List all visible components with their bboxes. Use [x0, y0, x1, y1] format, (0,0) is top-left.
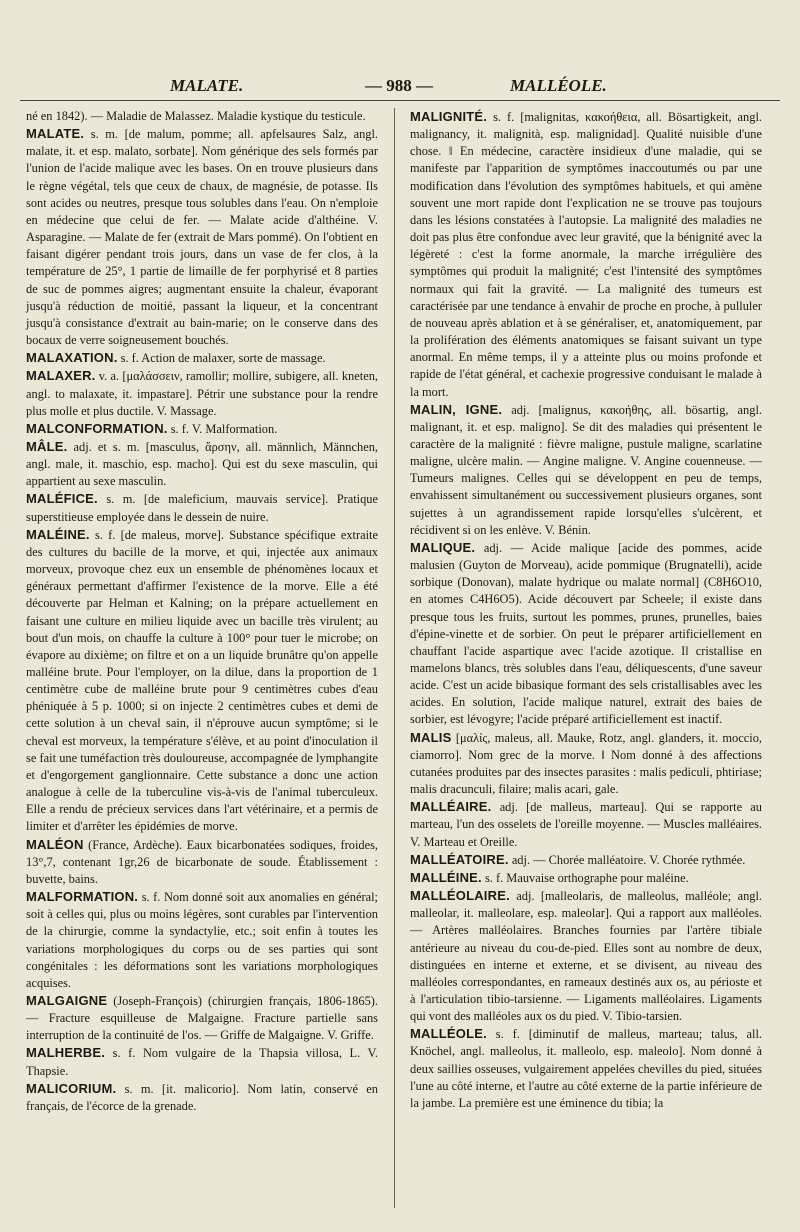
dictionary-entry [26, 420, 378, 438]
entry-definition: s. m. [de malum, pomme; all. apfelsaures Salz, angl. malate, it. et esp. malato, sorbate]. Nom générique des sels formés par l'union de l'acide malique avec les bases. On en trouve plusieurs dans le règne végétal, tels que ceux de chaux, de magnésie, de potasse. Ils sont acides ou neutres, presque tous solubles dans l'eau. On n'emploie en médecine que celui de fer. — Malate acide d'althéine. V. Asparagine. — Malate de fer (extrait de Mars pommé). On l'obtient en faisant digérer pendant trois jours, dans un vase de fer clos, à la température de 25°, 1 partie de limaille de fer porphyrisé et 8 parties de suc de pommes aigres; augmentant ensuite la chaleur, évaporant jusqu'à réduction de moitié, passant la liqueur, et la concentrant jusqu'à consistance d'extrait au bain-marie; on le conserve dans des bocaux de verre soigneusement bouchés. [26, 127, 378, 348]
entry-headword: MALÉINE. [26, 526, 90, 542]
entry-headword: MALATE. [26, 126, 85, 142]
dictionary-entry [410, 108, 762, 401]
entry-headword: MALIGNITÉ. [410, 109, 488, 124]
running-head-right: MALLÉOLE. [510, 76, 607, 95]
dictionary-entry [26, 125, 378, 349]
column-divider [394, 108, 395, 1208]
entry-headword: MALAXATION. [26, 350, 118, 366]
entry-definition: adj. [malignus, κακοήθης, all. bösartig, angl. malignant, it. et esp. maligno]. Se dit des maladies qui présentent le caractère de la malignité : fièvre maligne, pustule maligne, scarlatine maligne, ulcère malin. — Angine maligne. V. Angine couenneuse. — Tumeurs malignes. Celles qui se développent en peu de temps, envahissent simultanément ou successivement plusieurs organes, sont sujettes à un agrandissement rapide lorsqu'elles s'ulcèrent, et récidivent si on les enlève. V. Bénin. [410, 402, 762, 537]
entry-definition: adj. [de malleus, marteau]. Qui se rapporte au marteau, l'un des osselets de l'oreille moyenne. — Muscles malléaires. V. Marteau et Oreille. [410, 800, 762, 849]
dictionary-entry [26, 367, 378, 419]
header-rule [20, 100, 780, 101]
dictionary-entry [26, 1044, 378, 1079]
dictionary-entry [26, 438, 378, 490]
entry-headword: MALLÉINE. [410, 869, 482, 885]
dictionary-entry [410, 887, 762, 1025]
dictionary-entry [26, 836, 378, 888]
page-header [40, 76, 760, 102]
entry-headword: MALÉFICE. [26, 491, 98, 507]
right-column [410, 108, 762, 1112]
dictionary-entry [26, 1080, 378, 1115]
entry-definition: adj. — Acide malique [acide des pommes, acide malusien (Guyton de Morveau), acide pommique (Brugnatelli), acide sorbique (Donovan), malate hydrique ou malate normal] (C8H6O10, en atomes C4H6O5). Acide découvert par Scheele; il existe dans presque tous les fruits, surtout les pommes, prunes, prunelles, baies d'épine-vinette et de sorbier. On peut le préparer artificiellement en chauffant l'acide aspartique avec l'acide azotique. Il cristallise en mamelons blancs, très solubles dans l'eau, déliquescents, d'une saveur acide. C'est un acide bibasique formant des sels cristallisables avec les acides. En solution, l'acide malique naturel, extrait des baies de sorbier, est lévogyre; l'acide préparé artificiellement est inactif. [410, 540, 763, 727]
dictionary-entry [410, 729, 762, 799]
entry-headword: MALLÉOLE. [410, 1026, 487, 1042]
entry-definition: s. f. V. Malformation. [170, 421, 278, 436]
dictionary-entry [26, 526, 378, 836]
entry-definition: s. f. Action de malaxer, sorte de massage. [120, 351, 326, 366]
entry-definition: adj. — Chorée malléatoire. V. Chorée rythmée. [511, 852, 746, 867]
entry-definition: s. f. [malignitas, κακοήθεια, all. Bösartigkeit, angl. malignancy, it. malignità, esp. malignidad]. Qualité nuisible d'une chose. ‖ En médecine, caractère insidieux d'une maladie, qui se manifeste par l'apparition de symptômes inaccoutumés ou par une modification dans l'évolution des symptômes habituels, et qui amène souvent une mort rapide dont l'explication ne se trouve pas toujours dans les lésions constatées à l'autopsie. La malignité des maladies ne doit pas plus être confondue avec leur gravité, que la bénignité avec la légèreté : c'est la forme anormale, la marche irrégulière des symptômes qui produit la malignité; c'est l'intensité des symptômes normaux qui fait la gravité. — La malignité des tumeurs est caractérisée par une tendance à envahir de proche en proche, à pulluler de nouveau après ablation et à se généraliser, et, anatomiquement, par la prolifération des éléments anatomiques se faisant suivant un type anormal. En même temps, il y a atteinte plus ou moins profonde et rapide de l'état général, et cachexie progressive conduisant le malade à la mort. [410, 110, 762, 399]
dictionary-entry [26, 108, 378, 125]
dictionary-entry [26, 888, 378, 992]
entry-headword: MALGAIGNE [26, 992, 108, 1008]
entry-headword: MALLÉOLAIRE. [410, 888, 510, 904]
entry-definition: v. a. [μαλάσσειν, ramollir; mollire, subigere, all. kneten, angl. to malaxate, it. impastare]. Pétrir une substance pour la rendre plus molle et plus ductile. V. Massage. [26, 369, 378, 418]
entry-headword: MALFORMATION. [26, 889, 139, 905]
entry-headword: MALIQUE. [410, 539, 476, 555]
entry-definition: s. f. Nom donné soit aux anomalies en général; soit à celles qui, plus ou moins légères, sont curables par l'intervention de la chirurgie, comme la syndactylie, etc.; soit enfin à toutes les variations morphologiques du corps ou de ses parties qui sont congénitales : les déformations sont les variations morphologiques acquises. [26, 890, 378, 990]
dictionary-entry [26, 490, 378, 525]
dictionary-entry [410, 798, 762, 850]
entry-headword: MALIN, IGNE. [410, 401, 503, 417]
entry-definition: (Joseph-François) (chirurgien français, 1806-1865). — Fracture esquilleuse de Malgaigne. Fracture partielle sans interruption de la continuité de l'os. — Griffe de Malgaigne. V. Griffe. [26, 993, 378, 1043]
entry-headword: MALLÉAIRE. [410, 799, 492, 815]
entry-headword: MALIS [410, 729, 452, 745]
entry-headword: MÂLE. [26, 438, 68, 454]
entry-headword: MALÉON [26, 836, 84, 852]
entry-definition: s. m. [it. malicorio]. Nom latin, conservé en français, de l'écorce de la grenade. [26, 1081, 378, 1113]
dictionary-entry [410, 401, 762, 539]
entry-headword: MALAXER. [26, 368, 96, 384]
entry-definition: [μαλίς, maleus, all. Mauke, Rotz, angl. glanders, it. moccio, ciamorro]. Nom grec de la morve. ‖ Nom donné à des affections cutanées produites par des insectes parasites : malis pediculi, phtiriase; malis dracunculi, filaire; malis acari, gale. [410, 730, 762, 797]
entry-definition: (France, Ardèche). Eaux bicarbonatées sodiques, froides, 13°,7, contenant 1gr,26 de bicarbonate de soude. Établissement : buvette, bains. [26, 837, 379, 886]
entry-headword: MALICORIUM. [26, 1080, 117, 1096]
entry-definition: né en 1842). — Maladie de Malassez. Maladie kystique du testicule. [26, 109, 366, 123]
entry-headword: MALCONFORMATION. [26, 420, 168, 436]
dictionary-entry [410, 851, 762, 869]
dictionary-entry [26, 349, 378, 367]
entry-definition: s. f. [diminutif de malleus, marteau; talus, all. Knöchel, angl. malleolus, it. malleolo, esp. maleolo]. Nom donné à deux saillies osseuses, vulgairement appelées chevilles du pied, situées l'une au côté interne, et l'autre au côté externe de la partie inférieure de la jambe. La première est une éminence du tibia; la [410, 1027, 762, 1110]
left-column [26, 108, 378, 1115]
dictionary-entry [410, 1025, 762, 1112]
entry-definition: s. m. [de maleficium, mauvais service]. Pratique superstitieuse employée dans le dessein de nuire. [26, 492, 378, 524]
dictionary-entry [410, 539, 762, 729]
running-head-left: MALATE. [170, 76, 244, 95]
entry-definition: s. f. [de maleus, morve]. Substance spécifique extraite des cultures du bacille de la morve, et qui, injectée aux animaux morveux, provoque chez eux un ensemble de phénomènes locaux et généraux permettant d'affirmer l'existence de la morve. Elle a été découverte par Helman et Kalning; on la prépare actuellement en faisant une culture en milieu liquide avec un bacille très virulent; au bout d'un mois, on chauffe la culture à 100° pour tuer le microbe; on évapore au dixième; on filtre et on a un liquide brunâtre qu'on appelle malléine brute. Pour l'employer, on la dilue, dans la proportion de 1 centimètre cube de malléine brute pour 9 centimètres cubes d'eau phéniquée à 5 p. 1000; si on injecte 2 centimètres cubes et demi de cette solution à un cheval sain, il n'éprouve aucun symptôme; si le cheval est morveux, la température s'élève, et au point d'inoculation il se fait une tuméfaction très douloureuse, accompagnée de lymphangite et d'engorgement ganglionnaire. Cette substance a donc une action analogue à celle de la tuberculine vis-à-vis de l'animal tuberculeux. Elle a rendu de précieux services dans l'art vétérinaire, et a permis de limiter et d'arrêter les épidémies de morve. [26, 527, 378, 834]
entry-definition: s. f. Nom vulgaire de la Thapsia villosa, L. V. Thapsie. [26, 1046, 378, 1078]
entry-definition: s. f. Mauvaise orthographe pour maléine. [484, 870, 689, 885]
page-number: — 988 — [365, 76, 433, 95]
dictionary-entry [410, 869, 762, 887]
entry-definition: adj. et s. m. [masculus, ἄρσην, all. männlich, Männchen, angl. male, it. maschio, esp. macho]. Qui est du sexe masculin, qui appartient au sexe masculin. [26, 439, 378, 489]
entry-definition: adj. [malleolaris, de malleolus, malléole; angl. malleolar, it. malleolare, esp. maleolar]. Qui a rapport aux malléoles. — Artères malléolaires. Branches fournies par l'artère tibiale antérieure au niveau du cou-de-pied. Elles sont au nombre de deux, distinguées en interne et externe, et se divisent, au niveau des malléoles correspondantes, en rameaux destinés aux os, au périoste et à l'articulation tibio-tarsienne. — Ligaments malléolaires. Ligaments qui vont des malléoles aux os du pied. V. Tibio-tarsien. [410, 889, 763, 1024]
entry-headword: MALLÉATOIRE. [410, 851, 509, 867]
entry-headword: MALHERBE. [26, 1045, 106, 1061]
dictionary-entry [26, 992, 378, 1044]
